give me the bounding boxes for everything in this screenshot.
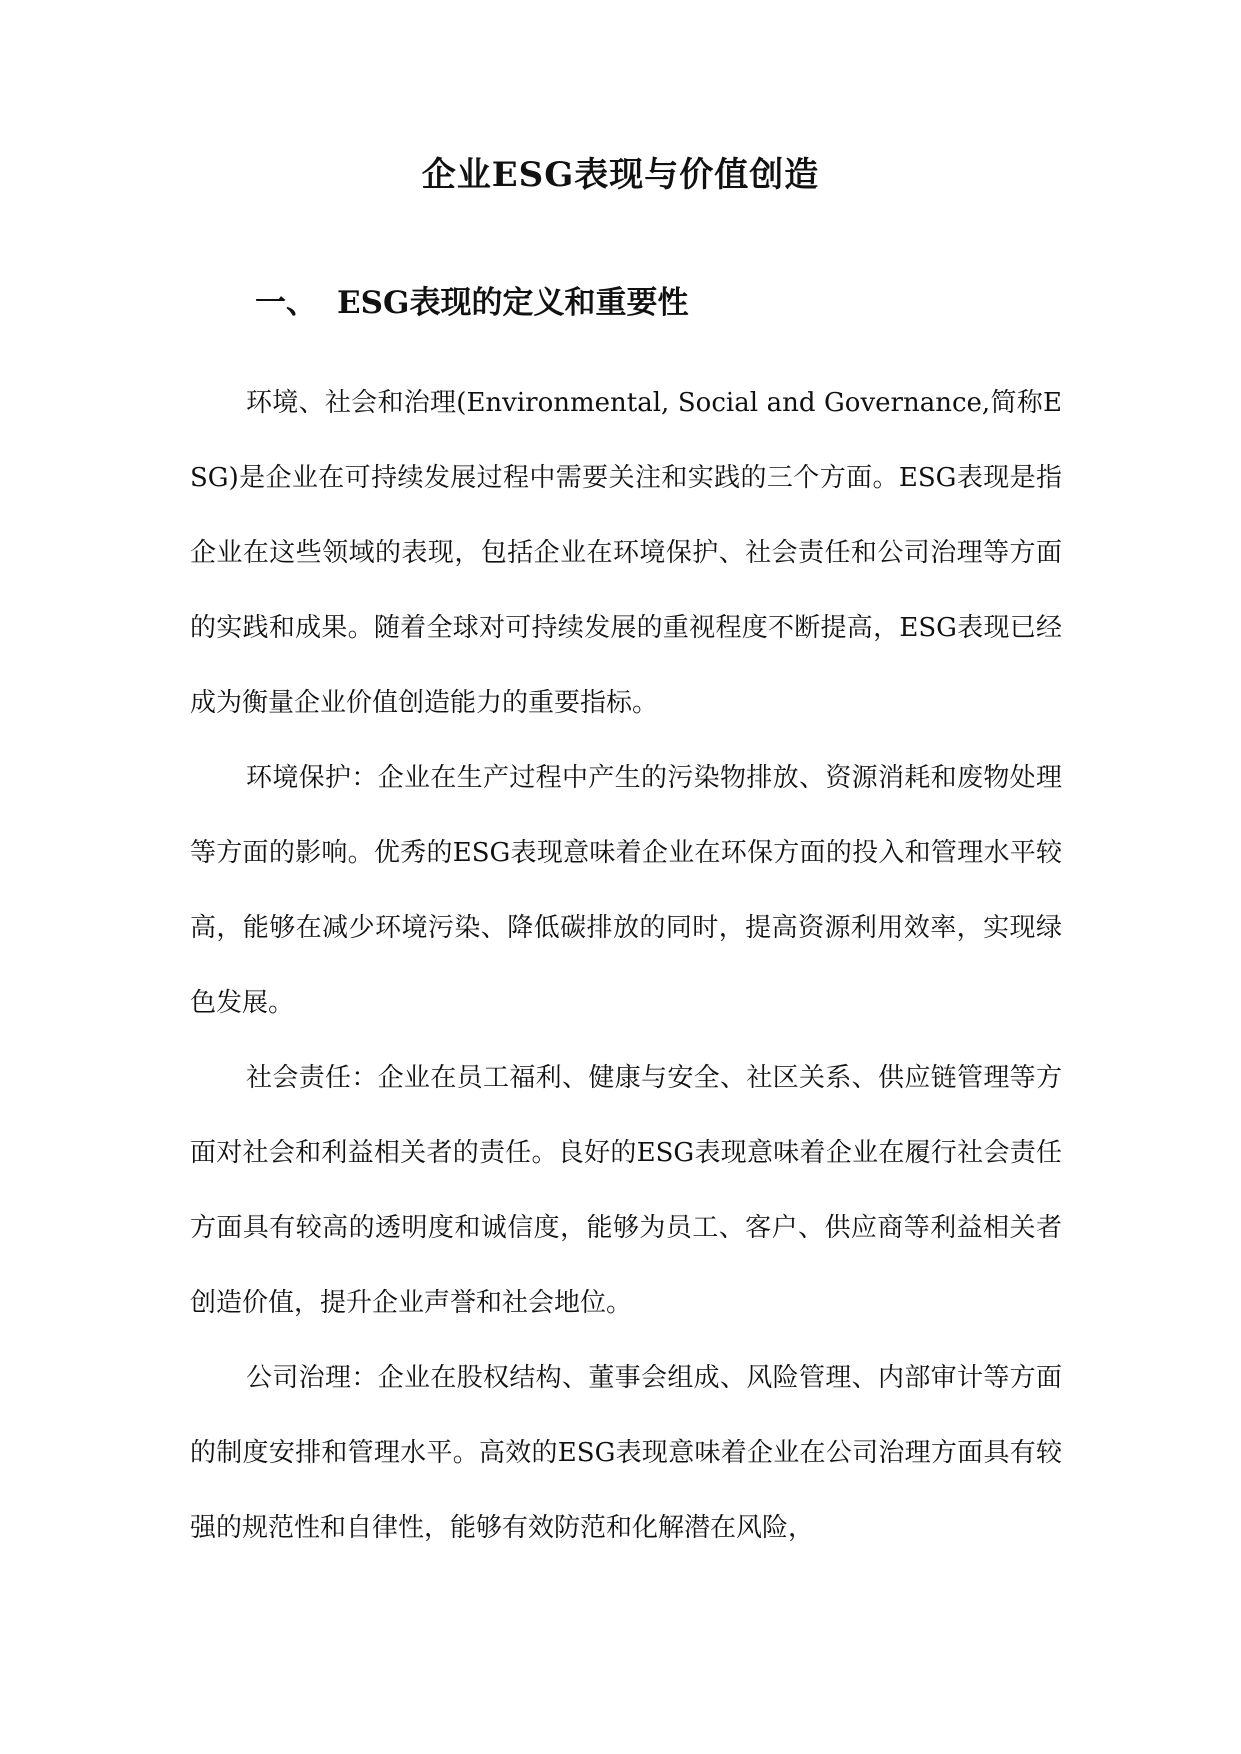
section-heading	[255, 278, 689, 328]
paragraph-governance: 公司治理：企业在股权结构、董事会组成、风险管理、内部审计等方面的制度安排和管理水平。高效的ESG表现意味着企业在公司治理方面具有较强的规范性和自律性，能够有效防范和化解潜在风险，	[190, 1363, 1062, 1543]
paragraph-social: 社会责任：企业在员工福利、健康与安全、社区关系、供应链管理等方面对社会和利益相关者的责任。良好的ESG表现意味着企业在履行社会责任方面具有较高的透明度和诚信度，能够为员工、客户、供应商等利益相关者创造价值，提升企业声誉和社会地位。	[190, 1063, 1062, 1318]
section-title: ESG表现的定义和重要性	[337, 285, 689, 321]
paragraph-esg-definition: 环境、社会和治理(Environmental, Social and Governance,简称ESG)是企业在可持续发展过程中需要关注和实践的三个方面。ESG表现是指企业在这些领域的表现，包括企业在环境保护、社会责任和公司治理等方面的实践和成果。随着全球对可持续发展的重视程度不断提高，ESG表现已经成为衡量企业价值创造能力的重要指标。	[190, 388, 1062, 718]
document-title: 企业ESG表现与价值创造	[421, 155, 820, 195]
section-number: 一、	[255, 285, 317, 321]
document-body	[190, 366, 1062, 1566]
paragraph-environmental: 环境保护：企业在生产过程中产生的污染物排放、资源消耗和废物处理等方面的影响。优秀的ESG表现意味着企业在环保方面的投入和管理水平较高，能够在减少环境污染、降低碳排放的同时，提高资源利用效率，实现绿色发展。	[190, 763, 1062, 1018]
